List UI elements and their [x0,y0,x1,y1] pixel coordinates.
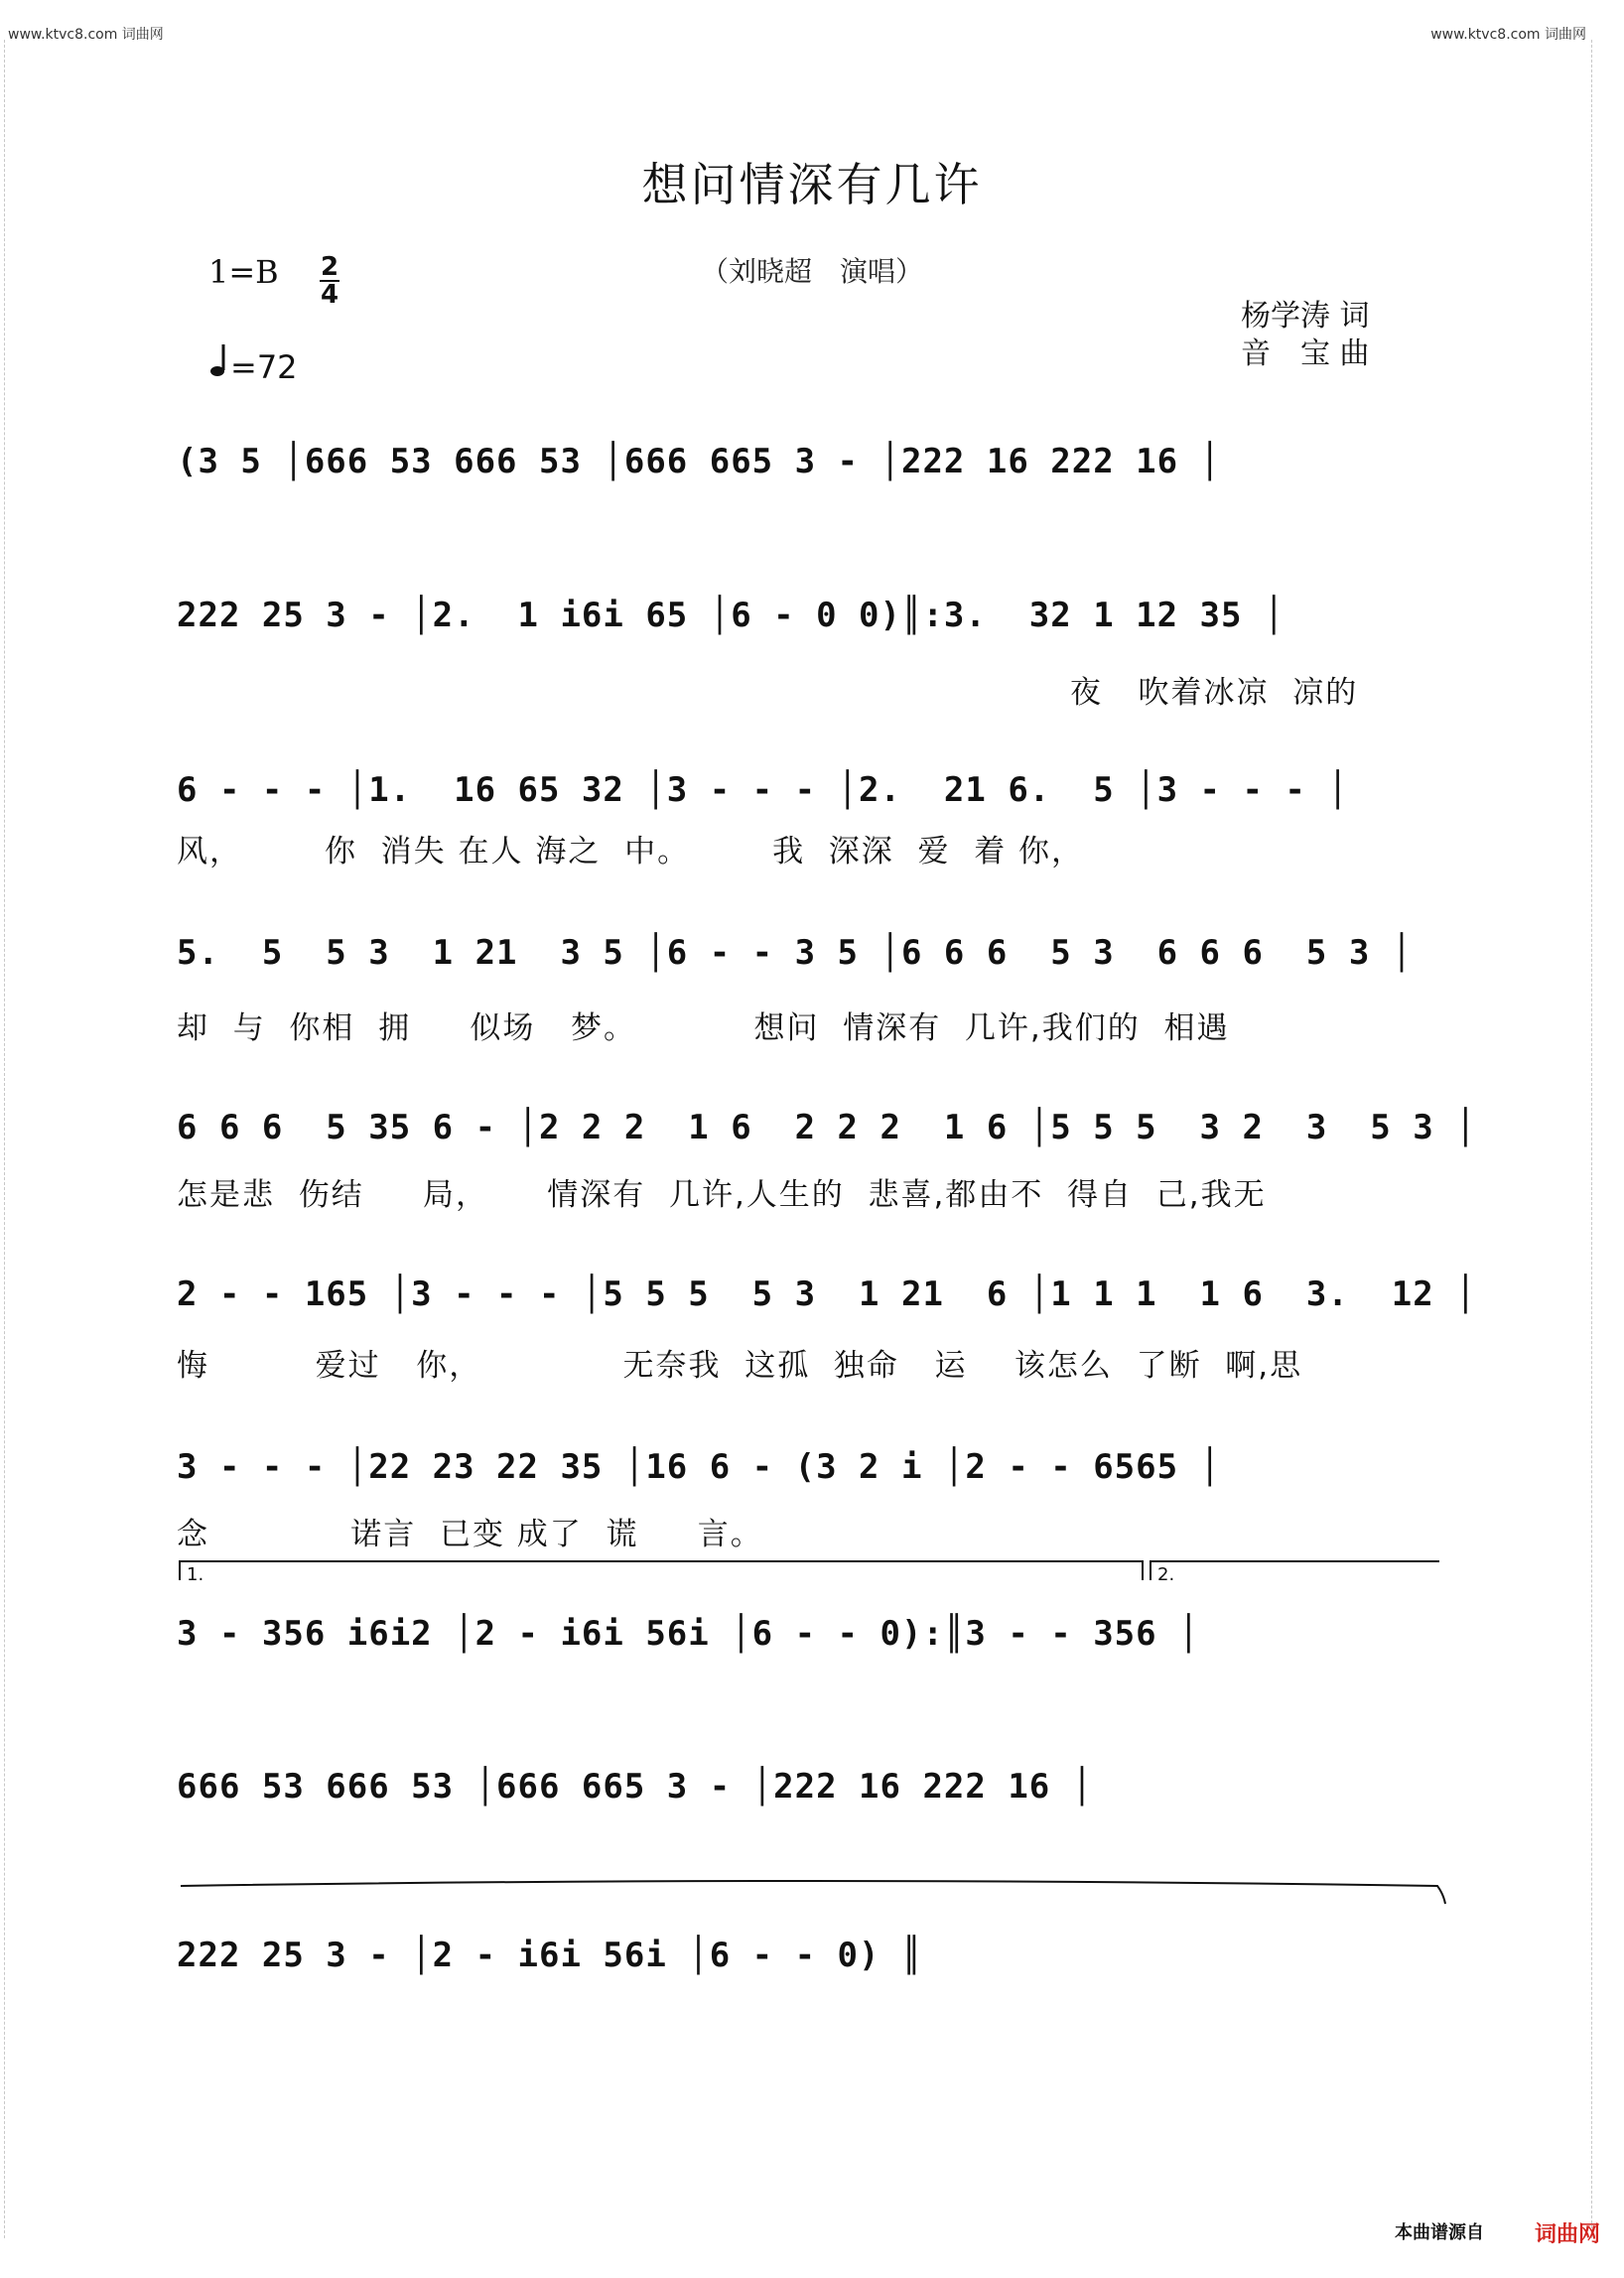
lyric-line: 却 与 你相 拥 似场 梦。 想问 情深有 几许,我们的 相遇 [177,1010,1230,1046]
notation-line: 222 25 3 - │2 - i6i 56i │6 - - 0) ║ [177,1936,923,1975]
header-site-left[interactable]: www.ktvc8.com 词曲网 [8,27,164,43]
notation-line: 222 25 3 - │2. 1 i6i 65 │6 - 0 0)║:3. 32 1 12 35 │ [177,596,1286,635]
first-ending-bracket [179,1560,1144,1585]
score-row-5 [177,1108,1477,1213]
long-slur [179,1866,1449,1906]
score-row-1 [177,442,1442,481]
lyric-line: 怎是悲 伤结 局， 情深有 几许,人生的 悲喜,都由不 得自 己,我无 [177,1177,1267,1213]
score-row-10 [177,1936,1442,1975]
footer-logo[interactable]: 词曲网 [1535,2222,1601,2247]
time-signature [320,252,339,310]
second-ending-label: 2. [1157,1564,1175,1585]
notation-line: 2 - - 165 │3 - - - │5 5 5 5 3 1 21 6 │1 1 1 1 6 3. 12 │ [177,1274,1477,1314]
notation-line: 3 - - - │22 23 22 35 │16 6 - (3 2 i │2 - - 6565 │ [177,1447,1222,1487]
score-row-4 [177,933,1442,1046]
tempo-marking [208,342,298,386]
lyric-line: 风， 你 消失 在人 海之 中。 我 深深 爱 着 你， [177,834,1085,870]
notation-line: (3 5 │666 53 666 53 │666 665 3 - │222 16 222 16 │ [177,442,1222,481]
lyricist-credit: 杨学涛 词 [1241,299,1370,334]
side-watermark-strip-left [4,40,19,2238]
score-row-6 [177,1274,1477,1384]
second-ending-bracket [1150,1560,1439,1585]
notation-line: 3 - 356 i6i2 │2 - i6i 56i │6 - - 0):║3 - - 356 │ [177,1614,1200,1654]
score-row-3 [177,770,1442,870]
tempo-value: =72 [230,348,298,386]
notation-line: 5. 5 5 3 1 21 3 5 │6 - - 3 5 │6 6 6 5 3 6 6 6 5 3 │ [177,933,1414,973]
score-row-8 [177,1614,1442,1654]
lyric-line: 夜 吹着冰凉 凉的 [1070,675,1359,711]
song-title: 想问情深有几许 [641,158,983,211]
side-watermark-strip-right [1591,40,1606,2238]
composer-credit: 音 宝 曲 [1241,336,1370,371]
header-site-right[interactable]: www.ktvc8.com 词曲网 [1430,27,1586,43]
quarter-note-icon [208,342,226,386]
song-subtitle: （刘晓超 演唱） [700,255,923,288]
time-signature-bottom: 4 [320,280,339,310]
lyric-line: 念 诺言 已变 成了 谎 言。 [177,1517,763,1552]
footer-source: 本曲谱源自 [1395,2222,1484,2243]
notation-line: 6 - - - │1. 16 65 32 │3 - - - │2. 21 6. 5 │3 - - - │ [177,770,1349,810]
score-row-2 [177,596,1442,711]
score-row-9 [177,1767,1442,1807]
lyric-line: 悔 爱过 你， 无奈我 这孤 独命 运 该怎么 了断 啊,思 [177,1348,1303,1384]
notation-line: 6 6 6 5 35 6 - │2 2 2 1 6 2 2 2 1 6 │5 5 5 3 2 3 5 3 │ [177,1108,1477,1147]
notation-line: 666 53 666 53 │666 665 3 - │222 16 222 16 │ [177,1767,1094,1807]
credits [1241,298,1370,373]
first-ending-label: 1. [187,1564,204,1585]
time-signature-top: 2 [320,252,339,282]
key-signature: 1=B [208,253,279,291]
score-row-7 [177,1447,1442,1552]
